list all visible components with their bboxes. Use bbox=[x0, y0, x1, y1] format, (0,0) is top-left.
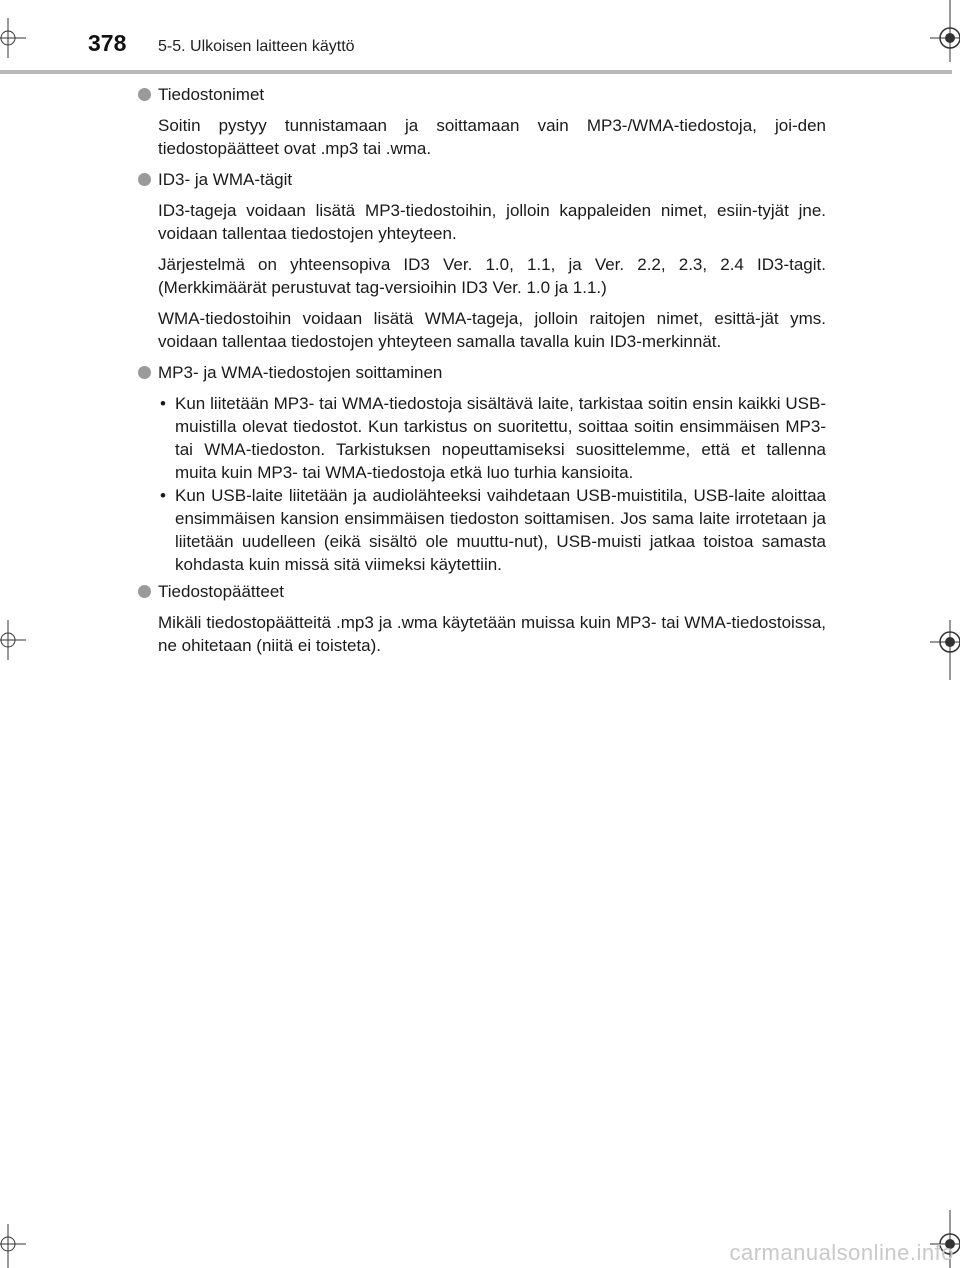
circle-bullet-icon bbox=[138, 88, 151, 101]
circle-bullet-icon bbox=[138, 366, 151, 379]
section-heading bbox=[136, 83, 826, 106]
paragraph: ID3-tageja voidaan lisätä MP3-tiedostoihin, jolloin kappaleiden nimet, esiin-tyjät jne. voidaan tallentaa tiedostojen yhteyteen. bbox=[158, 201, 826, 243]
section-title: 5-5. Ulkoisen laitteen käyttö bbox=[158, 38, 355, 55]
page-header bbox=[0, 0, 960, 80]
crop-mark-mid-right bbox=[930, 620, 960, 680]
heading-text: MP3- ja WMA-tiedostojen soittaminen bbox=[158, 363, 443, 382]
list-item-text: Kun USB-laite liitetään ja audiolähteeksi vaihdetaan USB-muistitila, USB-laite aloittaa ensimmäisen kansion ensimmäisen tiedoston soittamisen. Jos sama laite irrotetaan ja liitetään uudelleen (eikä sisältö ole muuttu-nut), USB-muisti jatkaa toistoa samasta kohdasta kuin missä sitä viimeksi käytettiin. bbox=[175, 486, 826, 574]
paragraph: Soitin pystyy tunnistamaan ja soittamaan vain MP3-/WMA-tiedostoja, joi-den tiedostopäätteet ovat .mp3 tai .wma. bbox=[158, 116, 826, 158]
section-heading bbox=[136, 361, 826, 384]
heading-text: ID3- ja WMA-tägit bbox=[158, 170, 293, 189]
circle-bullet-icon bbox=[138, 585, 151, 598]
heading-text: Tiedostonimet bbox=[158, 85, 265, 104]
section-heading bbox=[136, 580, 826, 603]
page-number: 378 bbox=[88, 30, 127, 56]
paragraph: Järjestelmä on yhteensopiva ID3 Ver. 1.0, 1.1, ja Ver. 2.2, 2.3, 2.4 ID3-tagit. (Merkkimäärät perustuvat tag-versioihin ID3 Ver. 1.0 ja 1.1.) bbox=[158, 255, 826, 297]
list-item-text: Kun liitetään MP3- tai WMA-tiedostoja sisältävä laite, tarkistaa soitin ensin kaikki USB-muistilla olevat tiedostot. Kun tarkistus on suoritettu, soittaa soitin ensimmäisen MP3- tai WMA-tiedoston. Tarkistuksen nopeuttamiseksi suosittelemme, että et tallenna muita kuin MP3- tai WMA-tiedostoja etkä luo turhia kansioita. bbox=[175, 394, 826, 482]
section-heading bbox=[136, 168, 826, 191]
circle-bullet-icon bbox=[138, 173, 151, 186]
heading-text: Tiedostopäätteet bbox=[158, 582, 285, 601]
crop-mark-top-left bbox=[0, 18, 26, 58]
header-rule bbox=[0, 70, 952, 74]
paragraph: WMA-tiedostoihin voidaan lisätä WMA-tageja, jolloin raitojen nimet, esittä-jät yms. voidaan tallentaa tiedostojen yhteyteen samalla tavalla kuin ID3-merkinnät. bbox=[158, 309, 826, 351]
crop-mark-bottom-left bbox=[0, 1224, 26, 1268]
bullet-dot-icon: • bbox=[160, 394, 166, 413]
list-item bbox=[158, 392, 826, 484]
list-item bbox=[158, 484, 826, 576]
crop-mark-top-right bbox=[930, 0, 960, 62]
paragraph: Mikäli tiedostopäätteitä .mp3 ja .wma käytetään muissa kuin MP3- tai WMA-tiedostoissa, ne ohitetaan (niitä ei toisteta). bbox=[158, 613, 826, 655]
watermark: carmanualsonline.info bbox=[729, 1240, 954, 1265]
page-content bbox=[136, 83, 826, 665]
crop-mark-mid-left bbox=[0, 620, 26, 660]
bullet-dot-icon: • bbox=[160, 486, 166, 505]
bullet-list bbox=[158, 392, 826, 576]
